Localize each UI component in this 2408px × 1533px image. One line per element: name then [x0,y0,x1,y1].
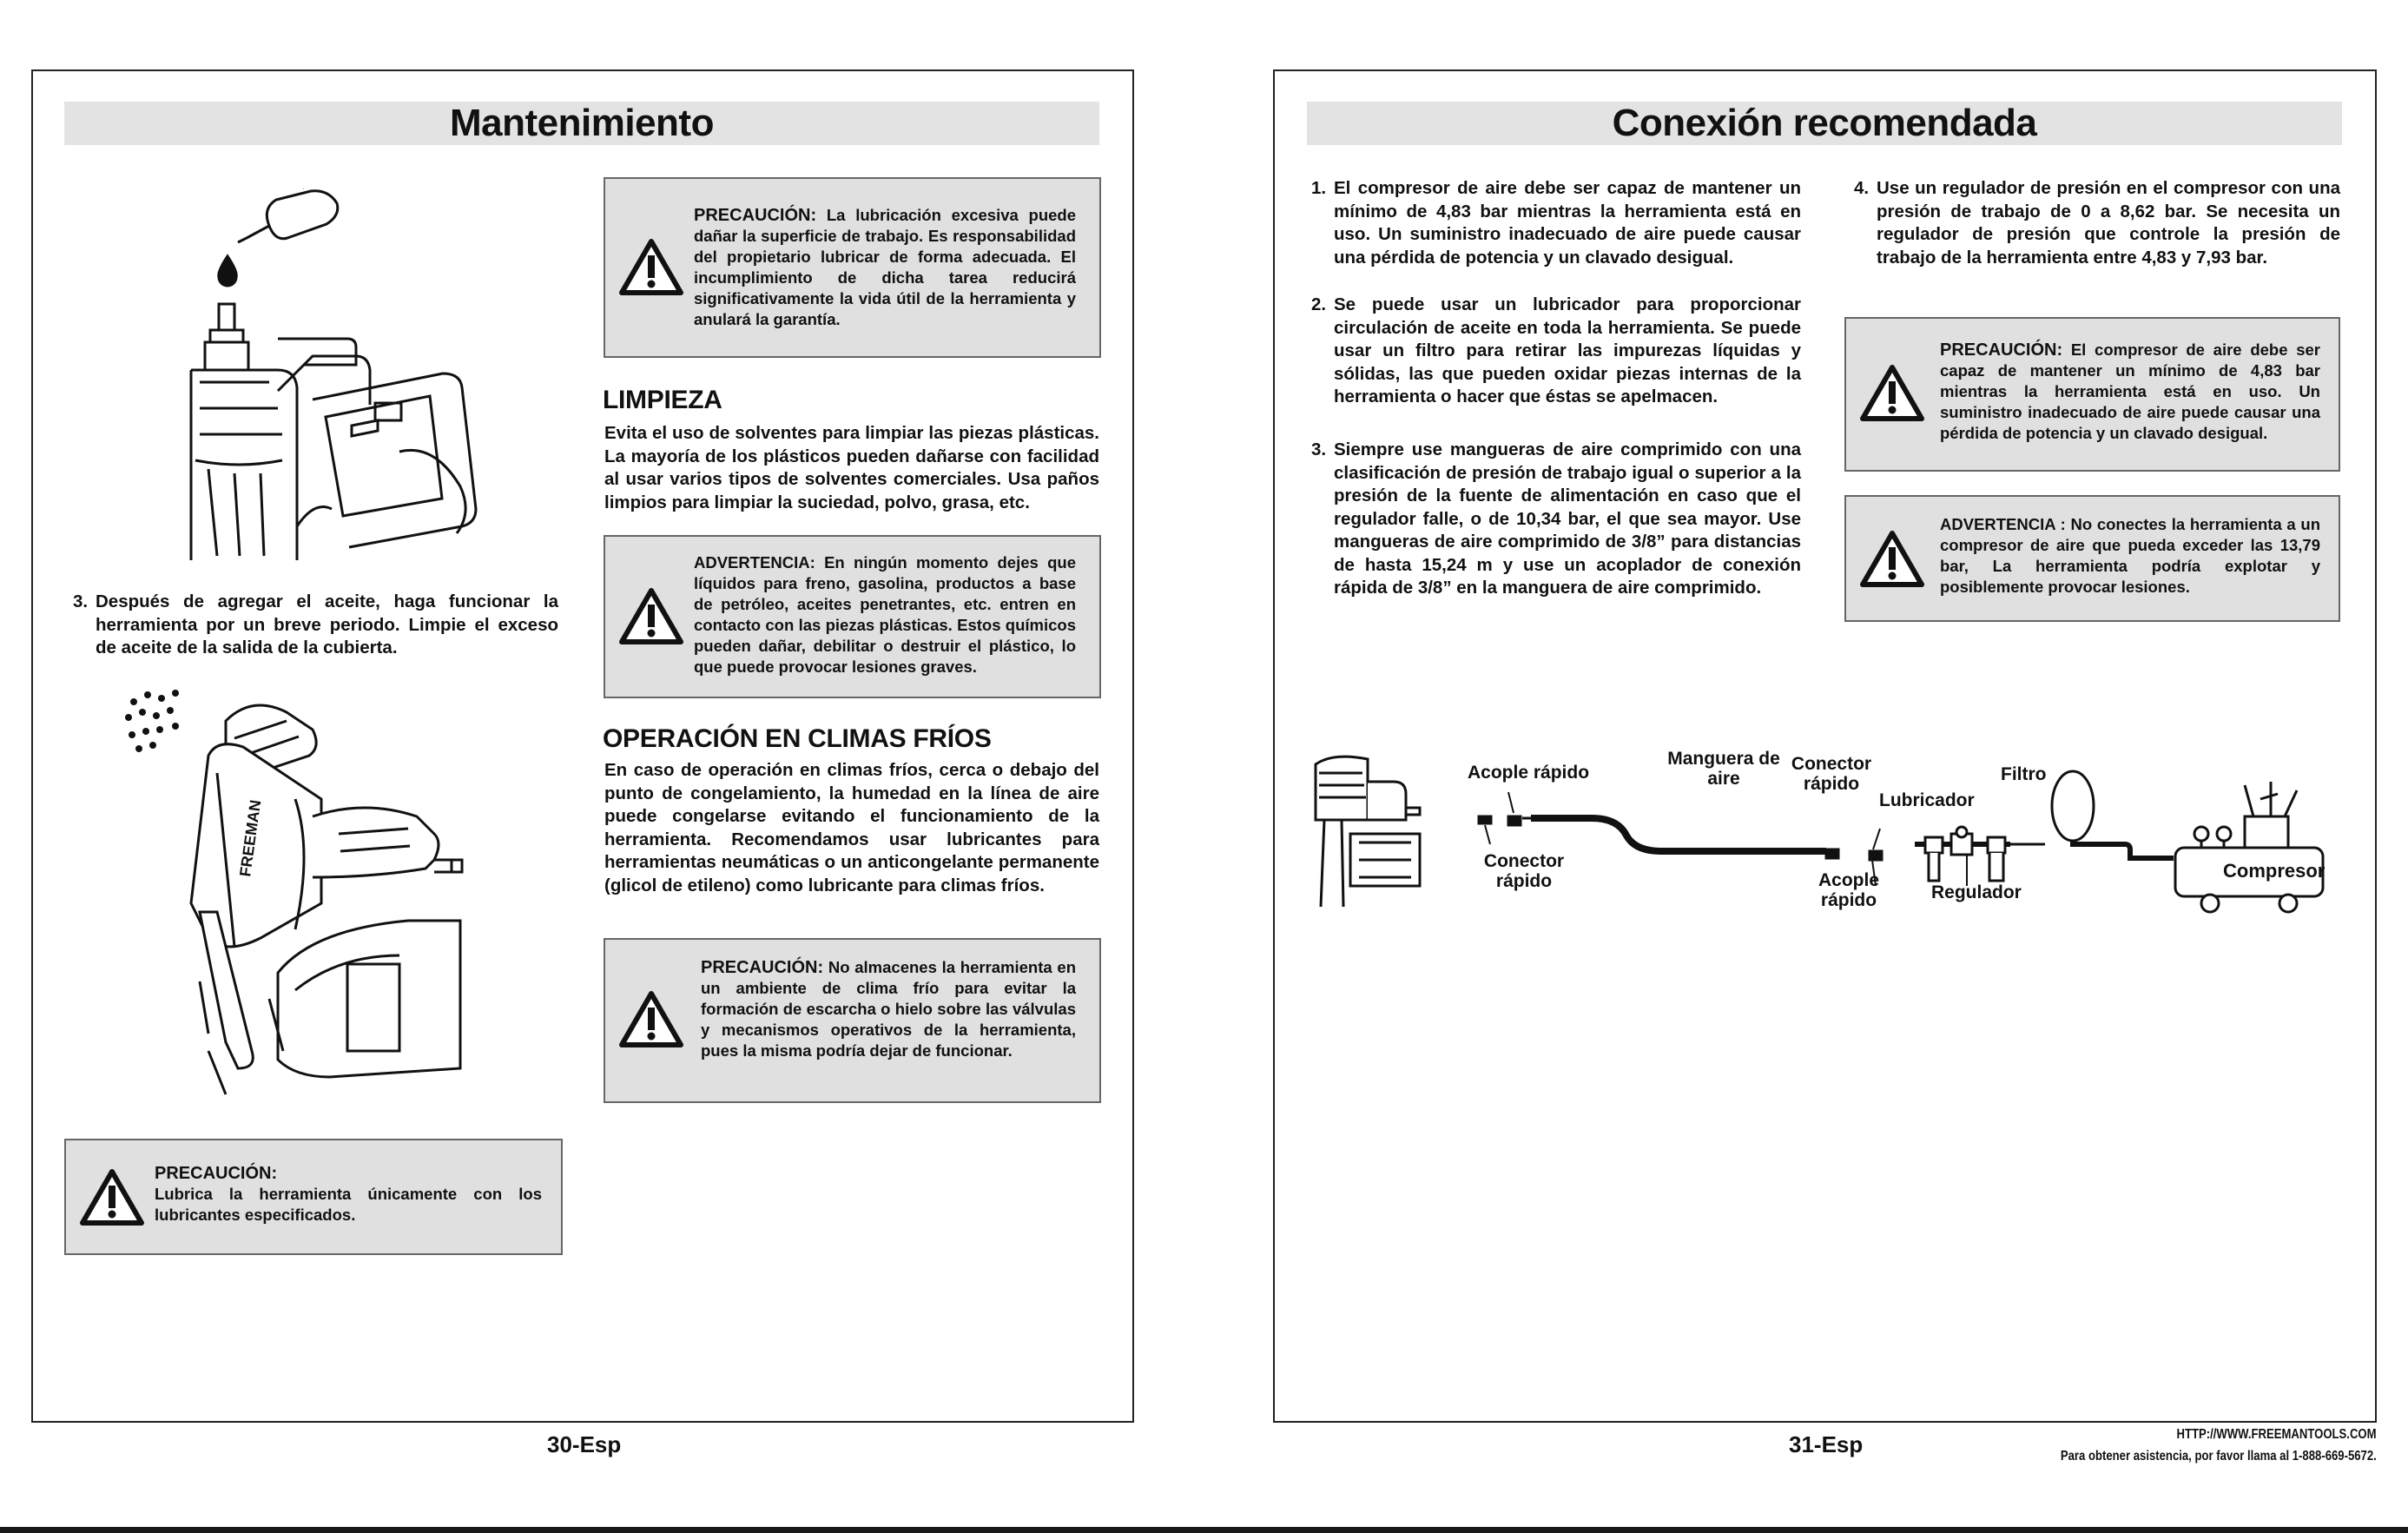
caution-label: PRECAUCIÓN: [694,206,817,225]
right-page-number: 31-Esp [1789,1431,1864,1457]
warning-label: ADVERTENCIA: [694,553,815,572]
brand-on-tool: FREEMAN [236,798,265,878]
item-3-paragraph [1311,439,1801,600]
warning-compressor-box [1844,495,2340,622]
label-lubricador: Lubricador [1879,790,1975,810]
item-1-text: El compresor de aire debe ser capaz de mantener un mínimo de 4,83 bar mientras la herramienta está en uso. Un suministro inadecuado de aire puede causar una pérdida de potencia y un clavado desigual. [1334,178,1801,268]
caution-text: Lubrica la herramienta únicamente con los lubricantes especificados. [155,1185,542,1224]
item-1-paragraph [1311,177,1801,269]
caution-label: PRECAUCIÓN: [701,958,824,977]
caution-text: La lubricación excesiva puede dañar la superficie de trabajo. Es responsabilidad del propietario lubricar de forma adecuada. El incumplimiento de dicha tarea reducirá significativamente la vida útil de la herramienta y anulará la garantía. [694,206,1077,328]
item-3-text: Siempre use mangueras de aire comprimido con una clasificación de presión de trabajo igual o superior a la presión de la fuente de alimentación en caso que el regulador falle, o de 10,34 bar, el que sea mayor. Use mangueras de aire comprimido de 3/8” para distancias de hasta 15,24 m y use un acoplador de conexión rápida de 3/8” en la manguera de aire comprimido. [1334,439,1801,598]
nailer-illustration [122,686,564,1103]
caution-cold-box [604,938,1101,1103]
label-manguera: Manguera de aire [1667,749,1780,789]
label-conector-rapido-2: Conector rápido [1791,754,1872,794]
step-3-number: 3. [73,591,89,611]
warning-triangle-icon [619,990,683,1047]
cold-weather-paragraph: En caso de operación en climas fríos, cerca o debajo del punto de congelamiento, la humedad en la línea de aire puede congelarse evitando el funcionamiento de la herramienta. Recomendamos usar lubricantes para herramientas neumáticas o un anticongelante permanente (glicol de etileno) como lubricante para climas fríos. [604,760,1099,895]
step-3-paragraph [73,591,558,660]
footer-url[interactable]: HTTP://WWW.FREEMANTOOLS.COM [2176,1427,2377,1442]
warning-text: No conectes la herramienta a un compresor de aire que pueda exceder las 13,79 bar, La herramienta podría explotar y posiblemente provocar lesiones. [1940,515,2320,596]
caution-label: PRECAUCIÓN: [1940,340,2063,360]
item-2-number: 2. [1311,294,1327,314]
caution-label: PRECAUCIÓN: [155,1164,278,1183]
caution-lubrication-box [604,177,1101,358]
right-page [1273,69,2377,1423]
left-page-number: 30-Esp [547,1431,622,1457]
label-filtro: Filtro [2001,764,2047,784]
warning-triangle-icon [619,238,683,295]
warning-triangle-icon [1860,364,1924,421]
oiling-illustration [174,174,556,560]
caution-compressor-box [1844,317,2340,472]
label-conector-rapido-1: Conector rápido [1483,851,1565,891]
item-2-text: Se puede usar un lubricador para proporcionar circulación de aceite en toda la herramienta. Se puede usar un filtro para retirar las impurezas líquidas y sólidas, las que pueden oxidar piezas internas de la herramienta o hacer que éstas se apelmacen. [1334,294,1801,406]
right-page-title: Conexión recomendada [1307,102,2342,145]
warning-triangle-icon [1860,530,1924,587]
item-4-paragraph [1854,177,2340,269]
cleaning-paragraph: Evita el uso de solventes para limpiar las piezas plásticas. La mayoría de los plásticos pueden dañarse con facilidad al usar varios tipos de solventes comerciales. Usa paños limpios para limpiar la suciedad, polvo, grasa, etc. [604,423,1099,512]
bottom-rule [0,1527,2408,1533]
footer-help: Para obtener asistencia, por favor llama al 1-888-669-5672. [2061,1449,2377,1464]
left-page-title: Mantenimiento [64,102,1099,145]
warning-triangle-icon [619,587,683,644]
item-4-number: 4. [1854,178,1870,198]
warning-text: En ningún momento dejes que líquidos para freno, gasolina, productos a base de petróleo, aceites penetrantes, etc. entren en contacto con las piezas plásticas. Estos químicos pueden dañar, debilitar o destruir el plástico, lo que puede provocar lesiones graves. [694,553,1076,676]
item-3-number: 3. [1311,439,1327,459]
caution-text: No almacenes la herramienta en un ambiente de clima frío para evitar la formación de escarcha o hielo sobre las válvulas y mecanismos operativos de la herramienta, pues la misma podría dejar de funcionar. [701,958,1076,1060]
label-acople-rapido-2: Acople rápido [1818,870,1879,910]
label-regulador: Regulador [1931,882,2022,902]
cold-weather-heading: OPERACIÓN EN CLIMAS FRÍOS [603,724,992,753]
cleaning-heading: LIMPIEZA [603,386,722,414]
warning-cleaning-box [604,535,1101,698]
caution-text: El compresor de aire debe ser capaz de mantener un mínimo de 4,83 bar mientras la herramienta está en uso. Un suministro inadecuado de aire puede causar una pérdida de potencia y un clavado desigual. [1940,340,2320,442]
item-4-text: Use un regulador de presión en el compresor con una presión de trabajo de 0 a 8,62 bar. Se necesita un regulador de presión que controle la presión de trabajo de la herramienta entre 4,83 y 7,93 bar. [1877,178,2340,268]
warning-label: ADVERTENCIA : [1940,515,2066,533]
caution-lubricant-box [64,1139,563,1255]
warning-triangle-icon [80,1168,144,1226]
item-1-number: 1. [1311,178,1327,198]
compressor-label: Compresor [2223,860,2326,882]
svg-text:.: . [302,183,305,191]
step-3-text: Después de agregar el aceite, haga funcionar la herramienta por un breve periodo. Limpie el exceso de aceite de la salida de la cubierta. [96,591,558,657]
item-2-paragraph [1311,294,1801,409]
label-acople-rapido-1: Acople rápido [1468,763,1590,783]
